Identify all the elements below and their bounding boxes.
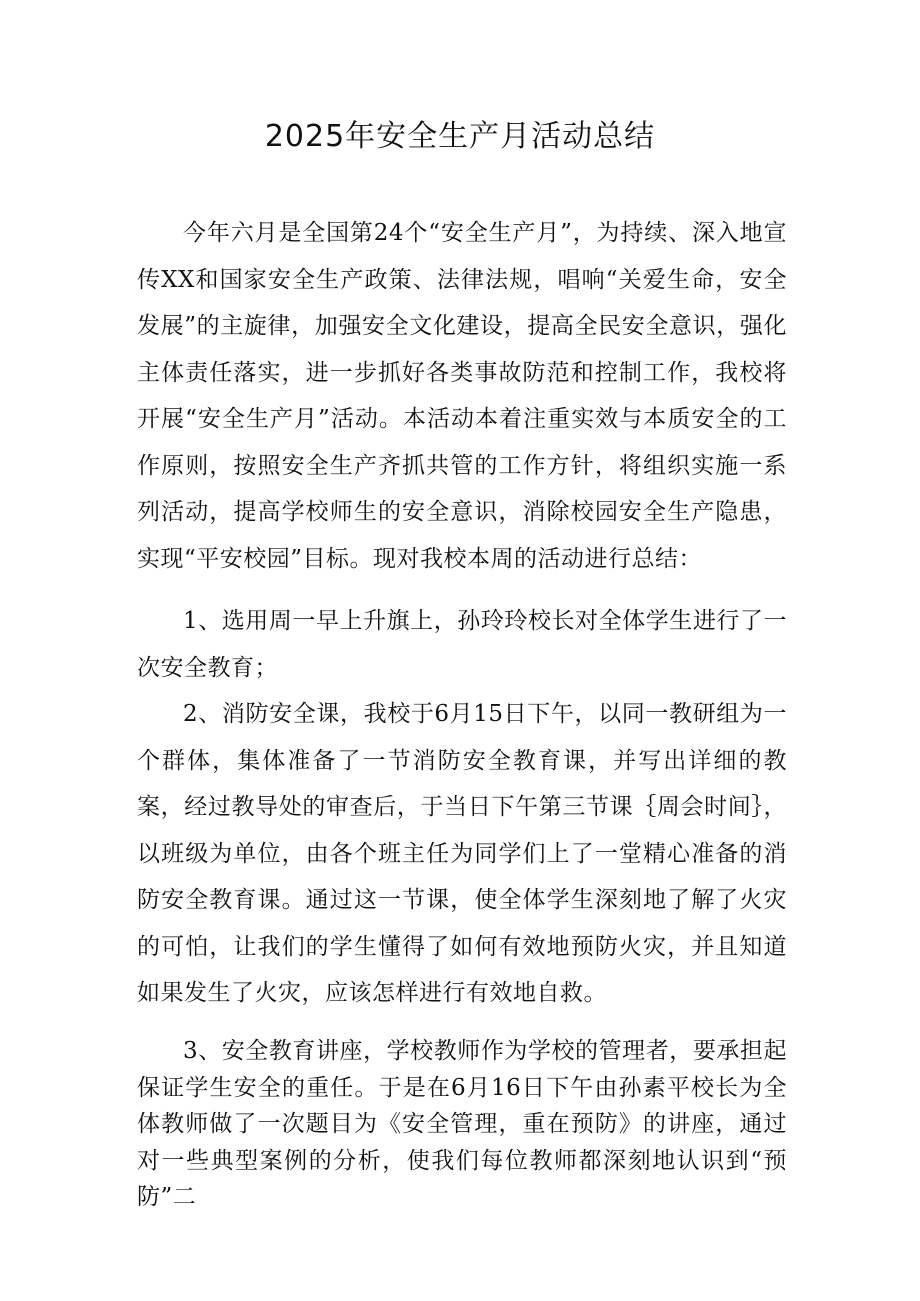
paragraph-item-3: 3、安全教育讲座，学校教师作为学校的管理者，要承担起保证学生安全的重任。于是在6月16日下午由孙素平校长为全体教师做了一次题目为《安全管理，重在预防》的讲座，通过对一些典型案例的分析，使我们每位教师都深刻地认识到“预防”二	[137, 1038, 787, 1210]
paragraph-item-2: 2、消防安全课，我校于6月15日下午，以同一教研组为一个群体，集体准备了一节消防安全教育课，并写出详细的教案，经过教导处的审查后，于当日下午第三节课｛周会时间｝，以班级为单位，由各个班主任为同学们上了一堂精心准备的消防安全教育课。通过这一节课，使全体学生深刻地了解了火灾的可怕，让我们的学生懂得了如何有效地预防火灾，并且知道如果发生了火灾，应该怎样进行有效地自救。	[137, 701, 787, 1006]
paragraph-intro: 今年六月是全国第24个“安全生产月”，为持续、深入地宣传XX和国家安全生产政策、法律法规，唱响“关爱生命，安全发展”的主旋律，加强安全文化建设，提高全民安全意识，强化主体责任落实，进一步抓好各类事故防范和控制工作，我校将开展“安全生产月”活动。本活动本着注重实效与本质安全的工作原则，按照安全生产齐抓共管的工作方针，将组织实施一系列活动，提高学校师生的安全意识，消除校园安全生产隐患，实现“平安校园”目标。现对我校本周的活动进行总结：	[137, 220, 787, 572]
document-title: 2025年安全生产月活动总结	[264, 119, 656, 154]
paragraph-item-1: 1、选用周一早上升旗上，孙玲玲校长对全体学生进行了一次安全教育；	[137, 608, 787, 681]
